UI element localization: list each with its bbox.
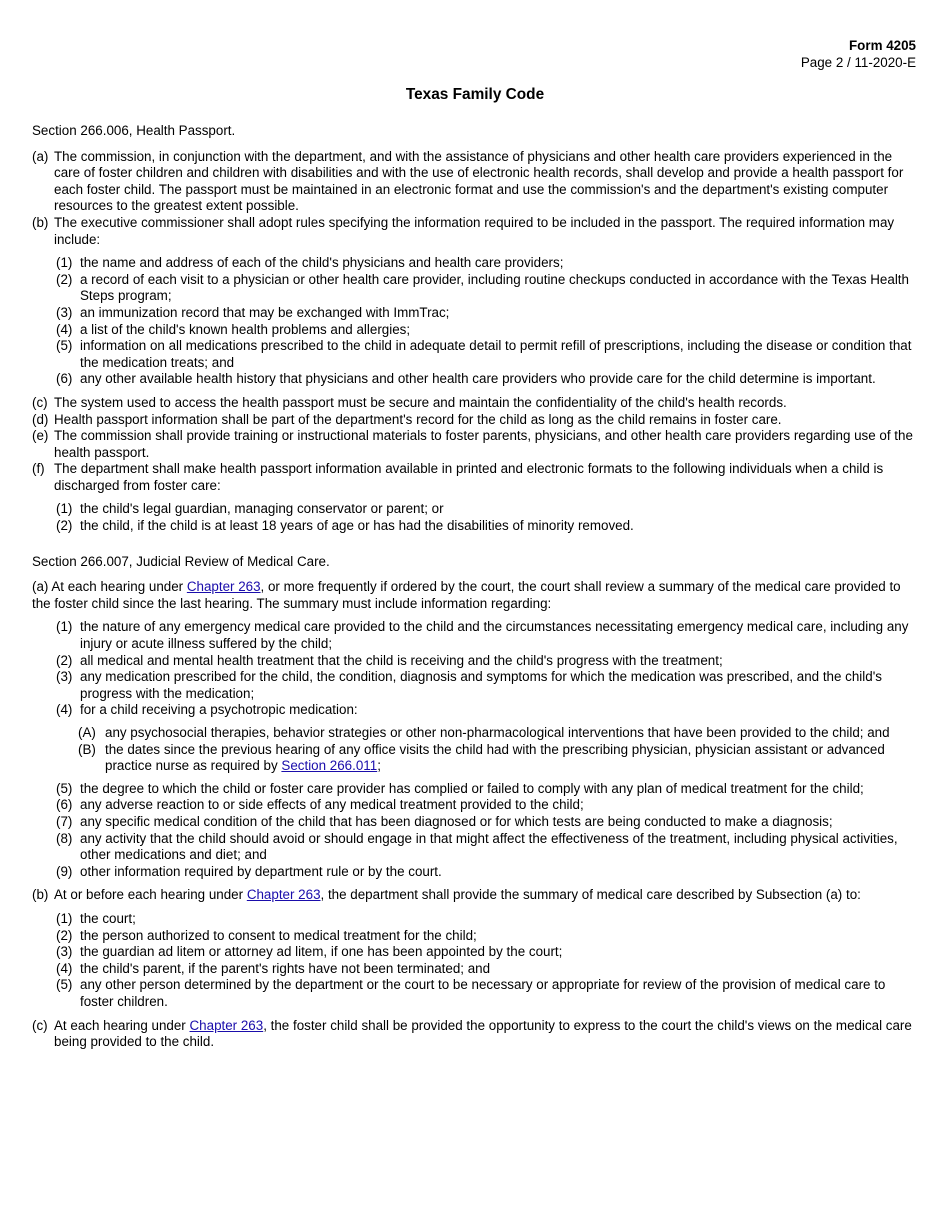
item-text: the degree to which the child or foster care provider has complied or failed to comply with any plan of medical treatment for the child;	[80, 780, 864, 796]
item-number: (4)	[56, 702, 73, 718]
item-number: (2)	[56, 518, 73, 534]
list-discharge-recipients	[56, 501, 918, 534]
paragraph-text: , the department shall provide the summary of medical care described by Subsection (a) to:	[320, 887, 861, 903]
item-text: the dates since the previous hearing of any office visits the child had with the prescribing physician, physician assistant or advanced practice nurse as required by	[105, 741, 885, 774]
item-number: (1)	[56, 910, 73, 926]
paragraph-text: At each hearing under	[54, 1017, 190, 1033]
item-text: ;	[377, 758, 381, 774]
item-text: any psychosocial therapies, behavior strategies or other non-pharmacological interventions that have been provided to the child; and	[105, 725, 890, 740]
list-item	[56, 781, 918, 798]
list-summary-items	[56, 619, 918, 880]
item-number: (2)	[56, 927, 73, 943]
paragraph-b-judicial	[32, 887, 918, 904]
list-item	[56, 501, 918, 518]
item-number: (5)	[56, 780, 73, 796]
list-item	[56, 305, 918, 322]
paragraph-text: Health passport information shall be part of the department's record for the child as long as the child remains in foster care.	[54, 411, 782, 427]
item-number: (9)	[56, 863, 73, 879]
sublist-item	[78, 725, 918, 742]
paragraph-c-judicial	[32, 1018, 918, 1051]
item-number: (1)	[56, 619, 73, 635]
paragraph-label: (c)	[32, 1017, 48, 1033]
list-item	[56, 371, 918, 388]
list-passport-info	[56, 255, 918, 388]
section-266-011-link[interactable]: Section 266.011	[281, 758, 378, 774]
item-number: (6)	[56, 797, 73, 813]
section-heading-266-006: Section 266.006, Health Passport.	[32, 123, 236, 138]
item-number: (4)	[56, 960, 73, 976]
list-item	[56, 619, 918, 652]
list-summary-recipients	[56, 911, 918, 1011]
item-number: (1)	[56, 501, 73, 517]
list-item	[56, 518, 918, 535]
list-item	[56, 928, 918, 945]
item-text: any specific medical condition of the child that has been diagnosed or for which tests are being conducted to make a diagnosis;	[80, 813, 833, 829]
item-text: the name and address of each of the child's physicians and health care providers;	[80, 255, 564, 271]
item-letter: (B)	[78, 741, 96, 757]
item-number: (7)	[56, 813, 73, 829]
item-text: any other available health history that physicians and other health care providers who provide care for the child determine is important.	[80, 371, 876, 387]
item-number: (3)	[56, 669, 73, 685]
paragraph-b	[32, 215, 918, 248]
item-text: a record of each visit to a physician or other health care provider, including routine checkups conducted in accordance with the Texas Health Steps program;	[80, 271, 909, 304]
list-item	[56, 944, 918, 961]
document-body	[32, 123, 918, 1051]
item-text: the child, if the child is at least 18 years of age or has had the disabilities of minority removed.	[80, 518, 634, 534]
paragraph-label: (c)	[32, 394, 48, 410]
item-number: (5)	[56, 977, 73, 993]
item-number: (4)	[56, 321, 73, 337]
item-text: any other person determined by the department or the court to be necessary or appropriate for review of the provision of medical care to foster children.	[80, 977, 886, 1009]
paragraph-text: The executive commissioner shall adopt rules specifying the information required to be included in the passport. The required information may include:	[54, 214, 895, 247]
list-item	[56, 911, 918, 928]
item-number: (3)	[56, 304, 73, 320]
paragraph-text: (a) At each hearing under	[32, 579, 187, 595]
list-item	[56, 797, 918, 814]
paragraph-label: (b)	[32, 214, 49, 230]
list-item	[56, 977, 918, 1010]
item-text: any activity that the child should avoid or should engage in that might affect the effectiveness of the treatment, including physical activities, other medications and diet; and	[80, 830, 898, 863]
paragraph-d	[32, 412, 918, 429]
paragraph-text: The system used to access the health passport must be secure and maintain the confidentiality of the child's health records.	[54, 394, 787, 410]
item-text: information on all medications prescribed to the child in adequate detail to permit refill of prescriptions, including the disease or condition that the medication treats; and	[80, 338, 912, 370]
page-header	[801, 38, 916, 71]
paragraph-text: The department shall make health passport information available in printed and electronic formats to the following individuals when a child is discharged from foster care:	[54, 461, 884, 493]
chapter-263-link[interactable]: Chapter 263	[246, 887, 321, 903]
document-title: Texas Family Code	[405, 86, 545, 103]
paragraph-text: The commission shall provide training or instructional materials to foster parents, physicians, and other health care providers regarding use of the health passport.	[54, 428, 913, 460]
item-text: all medical and mental health treatment that the child is receiving and the child's progress with the treatment;	[80, 652, 723, 668]
paragraph-label: (b)	[32, 887, 49, 903]
paragraph-label: (e)	[32, 428, 49, 444]
item-text: other information required by department rule or by the court.	[80, 863, 442, 879]
list-item	[56, 669, 918, 702]
item-number: (6)	[56, 371, 73, 387]
item-number: (8)	[56, 830, 73, 846]
list-item	[56, 653, 918, 670]
item-text: a list of the child's known health problems and allergies;	[80, 321, 411, 337]
paragraph-label: (a)	[32, 148, 49, 164]
paragraph-text: , the foster child shall be provided the opportunity to express to the court the child's views on the medical care being provided to the child.	[54, 1017, 912, 1050]
item-number: (3)	[56, 944, 73, 960]
paragraph-a-judicial	[32, 579, 918, 612]
item-text: the child's parent, if the parent's rights have not been terminated; and	[80, 960, 491, 976]
page-number: Page 2 / 11-2020-E	[800, 54, 916, 70]
list-item	[56, 961, 918, 978]
item-number: (5)	[56, 338, 73, 354]
list-item	[56, 338, 918, 371]
item-text: any adverse reaction to or side effects of any medical treatment provided to the child;	[80, 797, 584, 813]
item-number: (2)	[56, 271, 73, 287]
item-text: the court;	[80, 910, 136, 926]
item-text: for a child receiving a psychotropic medication:	[80, 702, 358, 718]
item-text: the nature of any emergency medical care provided to the child and the circumstances necessitating emergency medical care, including any injury or acute illness suffered by the child;	[80, 619, 909, 652]
chapter-263-link[interactable]: Chapter 263	[186, 579, 261, 595]
paragraph-text: , or more frequently if ordered by the court, the court shall review a summary of the medical care provided to the foster child since the last hearing. The summary must include information regarding:	[32, 579, 901, 611]
list-item	[56, 702, 918, 719]
list-item	[56, 864, 918, 881]
paragraph-a	[32, 149, 918, 215]
item-number: (1)	[56, 255, 73, 271]
item-text: the person authorized to consent to medical treatment for the child;	[80, 927, 477, 943]
chapter-263-link[interactable]: Chapter 263	[189, 1017, 264, 1033]
paragraph-f	[32, 461, 918, 494]
list-item	[56, 255, 918, 272]
paragraph-text: The commission, in conjunction with the department, and with the assistance of physicians and other health care providers experienced in the care of foster children and children with disabilities and with the use of electronic health records, shall develop and provide a health passport for each foster child. The passport must be maintained in an electronic format and use the commission's and the department's existing computer resources to the greatest extent possible.	[54, 148, 904, 214]
sublist-item	[78, 742, 918, 775]
item-number: (2)	[56, 652, 73, 668]
item-letter: (A)	[78, 725, 96, 740]
paragraph-e	[32, 428, 918, 461]
section-heading-266-007: Section 266.007, Judicial Review of Medical Care.	[32, 553, 330, 569]
list-item	[56, 322, 918, 339]
item-text: the guardian ad litem or attorney ad litem, if one has been appointed by the court;	[80, 944, 563, 960]
paragraph-label: (d)	[32, 411, 49, 427]
item-text: the child's legal guardian, managing conservator or parent; or	[80, 501, 444, 517]
list-item	[56, 831, 918, 864]
paragraph-c	[32, 395, 918, 412]
form-number: Form 4205	[849, 38, 916, 53]
paragraph-text: At or before each hearing under	[54, 887, 247, 903]
paragraph-label: (f)	[32, 461, 45, 477]
list-item	[56, 272, 918, 305]
item-text: an immunization record that may be exchanged with ImmTrac;	[80, 304, 450, 320]
list-item	[56, 814, 918, 831]
sublist-psychotropic	[78, 725, 918, 775]
item-text: any medication prescribed for the child, the condition, diagnosis and symptoms for which the medication was prescribed, and the child's progress with the medication;	[80, 669, 882, 701]
